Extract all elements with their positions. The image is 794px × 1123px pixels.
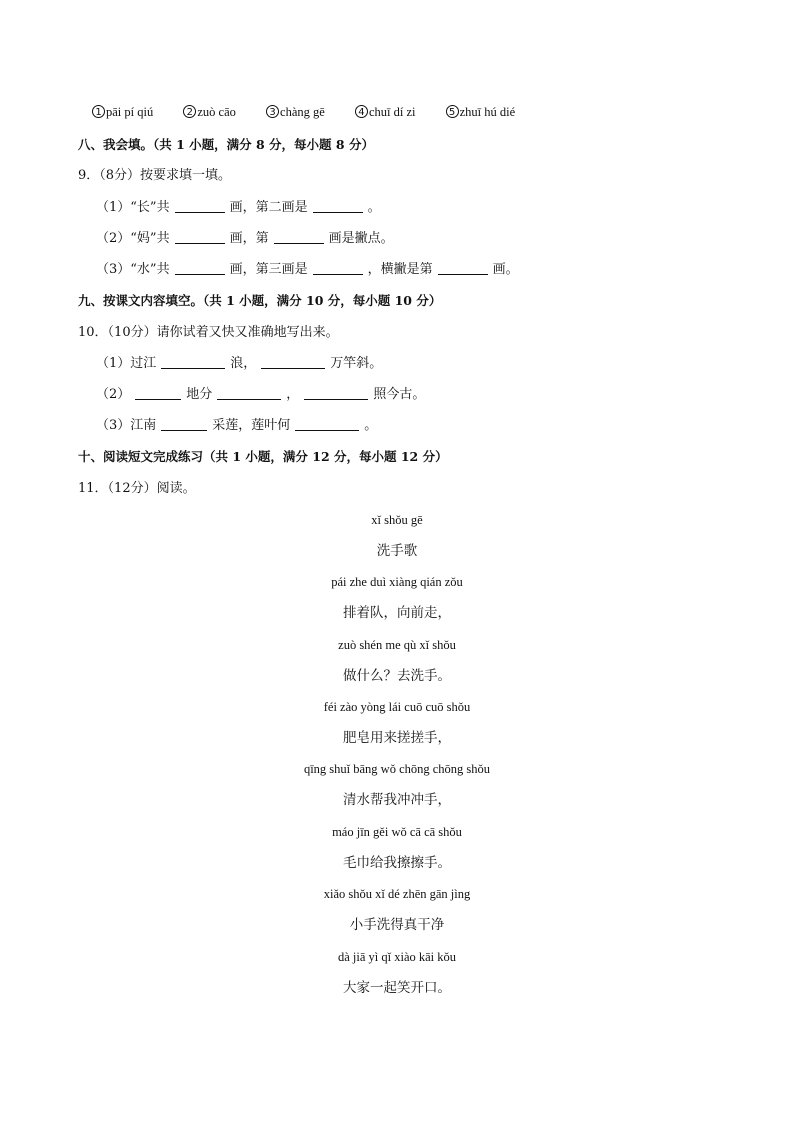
item-text: 画，第 bbox=[229, 231, 269, 246]
poem-line-pinyin: máo jīn gěi wǒ cā cā shǒu bbox=[332, 825, 462, 839]
answer-blank[interactable] bbox=[175, 231, 225, 244]
option-number: 1 bbox=[92, 105, 105, 118]
item-text: 地分 bbox=[186, 387, 213, 402]
pinyin-options-row bbox=[92, 104, 541, 121]
answer-blank[interactable] bbox=[274, 231, 324, 244]
question-10-item-2 bbox=[96, 387, 425, 403]
answer-blank[interactable] bbox=[217, 387, 281, 400]
poem-line-pinyin: féi zào yòng lái cuō cuō shǒu bbox=[323, 700, 471, 714]
section-10-heading: 十、阅读短文完成练习（共 1 小题，满分 12 分，每小题 12 分） bbox=[78, 449, 448, 464]
question-10-item-1 bbox=[96, 356, 382, 372]
option-number: 4 bbox=[355, 105, 368, 118]
item-text: ， bbox=[286, 387, 300, 402]
item-text: （1）“长”共 bbox=[96, 200, 170, 215]
item-text: （2）“妈”共 bbox=[96, 231, 170, 246]
answer-blank[interactable] bbox=[295, 418, 359, 431]
poem-line-text: 大家一起笑开口。 bbox=[343, 980, 451, 996]
question-9-stem: 9．（8分）按要求填一填。 bbox=[78, 168, 232, 183]
option-text: chuī dí zi bbox=[368, 105, 416, 119]
question-11-stem: 11．（12分）阅读。 bbox=[78, 481, 196, 496]
poem-line-pinyin: pái zhe duì xiàng qián zǒu bbox=[331, 575, 463, 589]
answer-blank[interactable] bbox=[438, 262, 488, 275]
option-number: 3 bbox=[266, 105, 279, 118]
option-text: chàng gē bbox=[280, 105, 325, 119]
poem-title-pinyin: xǐ shǒu gē bbox=[371, 513, 423, 527]
poem-line-text: 清水帮我冲冲手， bbox=[343, 792, 451, 808]
poem-line-pinyin: zuò shén me qù xǐ shǒu bbox=[338, 638, 456, 652]
item-text: 画，第二画是 bbox=[229, 200, 308, 215]
answer-blank[interactable] bbox=[313, 200, 363, 213]
answer-blank[interactable] bbox=[304, 387, 368, 400]
option-number: 5 bbox=[446, 105, 459, 118]
poem-title: 洗手歌 bbox=[376, 543, 418, 559]
item-text: 画是撇点。 bbox=[328, 231, 394, 246]
option-text: pāi pí qiú bbox=[106, 105, 154, 119]
question-10-item-3 bbox=[96, 418, 377, 434]
item-text: 浪， bbox=[230, 356, 257, 371]
poem-line-text: 肥皂用来搓搓手， bbox=[343, 730, 451, 746]
answer-blank[interactable] bbox=[161, 356, 225, 369]
item-text: 画。 bbox=[492, 262, 519, 277]
question-9-item-3 bbox=[96, 262, 519, 278]
option-text: zhuī hú dié bbox=[459, 105, 516, 119]
poem-line-text: 做什么？去洗手。 bbox=[343, 668, 451, 684]
item-text: （3）“水”共 bbox=[96, 262, 170, 277]
item-text: 画，第三画是 bbox=[229, 262, 308, 277]
option-2 bbox=[183, 104, 236, 120]
poem-line-pinyin: qīng shuǐ bāng wǒ chōng chōng shǒu bbox=[303, 762, 491, 776]
option-3 bbox=[266, 104, 325, 120]
question-10-stem: 10．（10分）请你试着又快又准确地写出来。 bbox=[78, 325, 339, 340]
answer-blank[interactable] bbox=[313, 262, 363, 275]
item-text: 照今古。 bbox=[373, 387, 426, 402]
answer-blank[interactable] bbox=[175, 262, 225, 275]
item-text: （1）过江 bbox=[96, 356, 157, 371]
item-text: （2） bbox=[96, 387, 131, 402]
answer-blank[interactable] bbox=[175, 200, 225, 213]
option-4 bbox=[355, 104, 416, 120]
option-text: zuò cāo bbox=[197, 105, 236, 119]
poem-line-text: 排着队，向前走， bbox=[343, 605, 451, 621]
poem-line-text: 小手洗得真干净 bbox=[349, 917, 445, 933]
section-9-heading: 九、按课文内容填空。（共 1 小题，满分 10 分，每小题 10 分） bbox=[78, 293, 442, 308]
poem-line-pinyin: dà jiā yì qǐ xiào kāi kǒu bbox=[337, 950, 457, 964]
item-text: （3）江南 bbox=[96, 418, 157, 433]
question-9-item-2 bbox=[96, 231, 394, 247]
answer-blank[interactable] bbox=[161, 418, 207, 431]
option-5 bbox=[446, 104, 516, 120]
question-9-item-1 bbox=[96, 200, 381, 216]
item-text: 。 bbox=[364, 418, 378, 433]
poem-line-text: 毛巾给我擦擦手。 bbox=[343, 855, 451, 871]
section-8-heading: 八、我会填。（共 1 小题，满分 8 分，每小题 8 分） bbox=[78, 137, 374, 152]
item-text: ，横撇是第 bbox=[367, 262, 433, 277]
option-1 bbox=[92, 104, 153, 120]
option-number: 2 bbox=[183, 105, 196, 118]
item-text: 。 bbox=[367, 200, 381, 215]
item-text: 万竿斜。 bbox=[330, 356, 383, 371]
answer-blank[interactable] bbox=[261, 356, 325, 369]
poem-line-pinyin: xiǎo shǒu xǐ dé zhēn gān jìng bbox=[323, 887, 471, 901]
item-text: 采莲，莲叶何 bbox=[212, 418, 291, 433]
answer-blank[interactable] bbox=[135, 387, 181, 400]
